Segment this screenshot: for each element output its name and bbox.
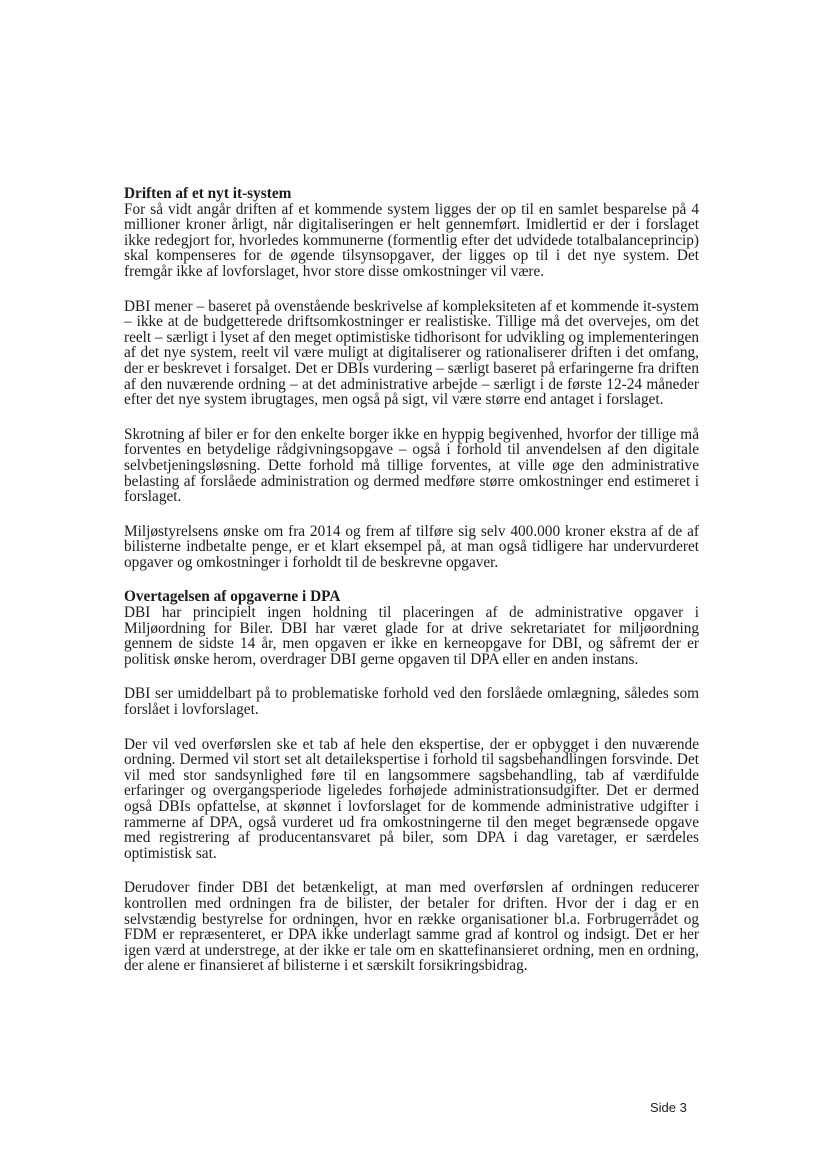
paragraph: Derudover finder DBI det betænkeligt, at man med overførslen af ordningen reducerer kontrollen med ordningen fra de bilister, der betaler for driften. Hvor der i dag er en selvstændig bestyrelse for ordningen, hvor en række organisationer bl.a. Forbrugerrådet og FDM er repræsenteret, er DPA ikke underlagt samme grad af kontrol og indsigt. Det er her igen værd at understrege, at der ikke er tale om en skattefinansieret ordning, men en ordning, der alene er finansieret af bilisterne i et særskilt forsikringsbidrag. (124, 879, 699, 975)
section-it-system (124, 186, 699, 570)
paragraph: Miljøstyrelsens ønske om fra 2014 og frem af tilføre sig selv 400.000 kroner ekstra af de af bilisterne indbetalte penge, er et klart eksempel på, at man også tidligere har undervurderet opgaver og omkostninger i forholdt til de beskrevne opgaver. (124, 522, 699, 571)
section-dpa (124, 589, 699, 973)
section-heading: Overtagelsen af opgaverne i DPA (124, 588, 341, 606)
paragraph: Der vil ved overførslen ske et tab af hele den ekspertise, der er opbygget i den nuværende ordning. Dermed vil stort set alt detailekspertise i forhold til sagsbehandlingen forsvinde. Det vil med stor sandsynlighed føre til en langsommere sagsbehandling, tab af værdifulde erfaringer og overgangsperiode ligeledes forhøjede administrationsudgifter. Det er dermed også DBIs opfattelse, at skønnet i lovforslaget for de kommende administrative udgifter i rammerne af DPA, også vurderet ud fra omkostningerne til den meget begrænsede opgave med registrering af producentansvaret på biler, som DPA i dag varetager, er særdeles optimistisk sat. (124, 735, 699, 862)
paragraph: For så vidt angår driften af et kommende system ligges der op til en samlet besparelse på 4 millioner kroner årligt, når digitaliseringen er helt gennemført. Imidlertid er der i forslaget ikke redegjort for, hvorledes kommunerne (formentlig efter det udvidede totalbalanceprincip) skal kompenseres for de øgende tilsynsopgaver, der ligges op til i det nye system. Det fremgår ikke af lovforslaget, hvor store disse omkostninger vil være. (124, 200, 699, 280)
paragraph: DBI har principielt ingen holdning til placeringen af de administrative opgaver i Miljøordning for Biler. DBI har været glade for at drive sekretariatet for miljøordning gennem de sidste 14 år, men opgaven er ikke en kerneopgave for DBI, og såfremt der er politisk ønske herom, overdrager DBI gerne opgaven til DPA eller en anden instans. (124, 604, 699, 668)
page-number: Side 3 (650, 1100, 687, 1115)
paragraph: DBI ser umiddelbart på to problematiske forhold ved den forslåede omlægning, således som forslået i lovforslaget. (124, 685, 699, 719)
document-body (124, 186, 699, 993)
paragraph: DBI mener – baseret på ovenstående beskrivelse af kompleksiteten af et kommende it-system – ikke at de budgetterede driftsomkostninger er realistiske. Tillige må det overvejes, om det reelt – særligt i lyset af den meget optimistiske tidhorisont for udvikling og implementeringen af det nye system, reelt vil være muligt at digitaliserer og rationaliserer driften i det omfang, der er beskrevet i forsalget. Det er DBIs vurdering – særligt baseret på erfaringerne fra driften af den nuværende ordning – at det administrative arbejde – særligt i de første 12-24 måneder efter det nye system ibrugtages, men også på sigt, vil være større end antaget i forslaget. (124, 297, 699, 409)
paragraph: Skrotning af biler er for den enkelte borger ikke en hyppig begivenhed, hvorfor der tillige må forventes en betydelige rådgivningsopgave – også i forhold til anvendelsen af den digitale selvbetjeningsløsning. Dette forhold må tillige forventes, at ville øge den administrative belasting af forslåede administration og dermed medføre større omkostninger end estimeret i forslaget. (124, 425, 699, 506)
section-heading: Driften af et nyt it-system (124, 185, 292, 202)
